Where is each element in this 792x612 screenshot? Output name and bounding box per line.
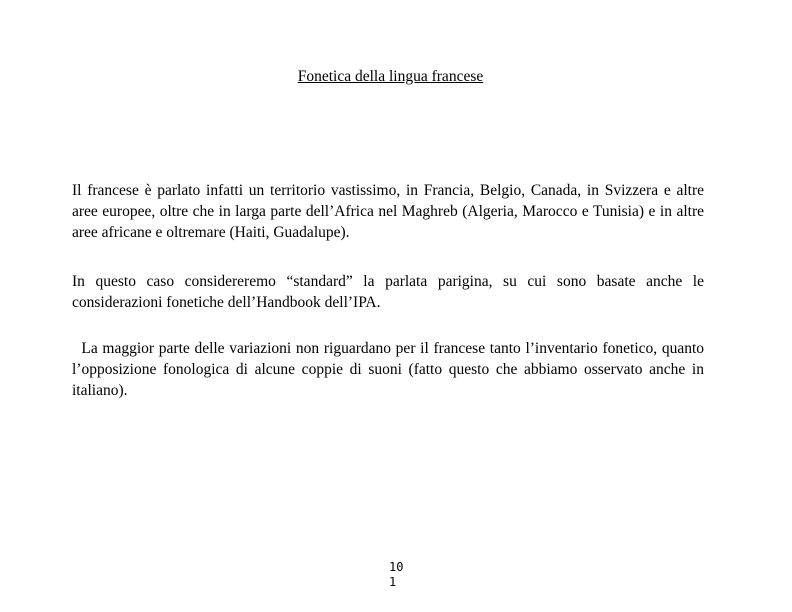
paragraph-2: In questo caso considereremo “standard” la parlata parigina, su cui sono basate anche le considerazioni fonetiche dell’Handbook dell’IPA.	[72, 273, 704, 311]
paragraph-3-text: La maggior parte delle variazioni non riguardano per il francese tanto l’inventario fonetico, quanto l’opposizione fonologica di alcune coppie di suoni (fatto questo che abbiamo osservato anche in italiano).	[72, 340, 705, 399]
page-title: Fonetica della lingua francese	[297, 68, 484, 85]
page-number: 101	[389, 560, 404, 589]
paragraph-3	[72, 338, 704, 401]
paragraph-1: Il francese è parlato infatti un territorio vastissimo, in Francia, Belgio, Canada, in Svizzera e altre aree europee, oltre che in larga parte dell’Africa nel Maghreb (Algeria, Marocco e Tunisia) e in altre aree africane e oltremare (Haiti, Guadalupe).	[72, 182, 704, 241]
